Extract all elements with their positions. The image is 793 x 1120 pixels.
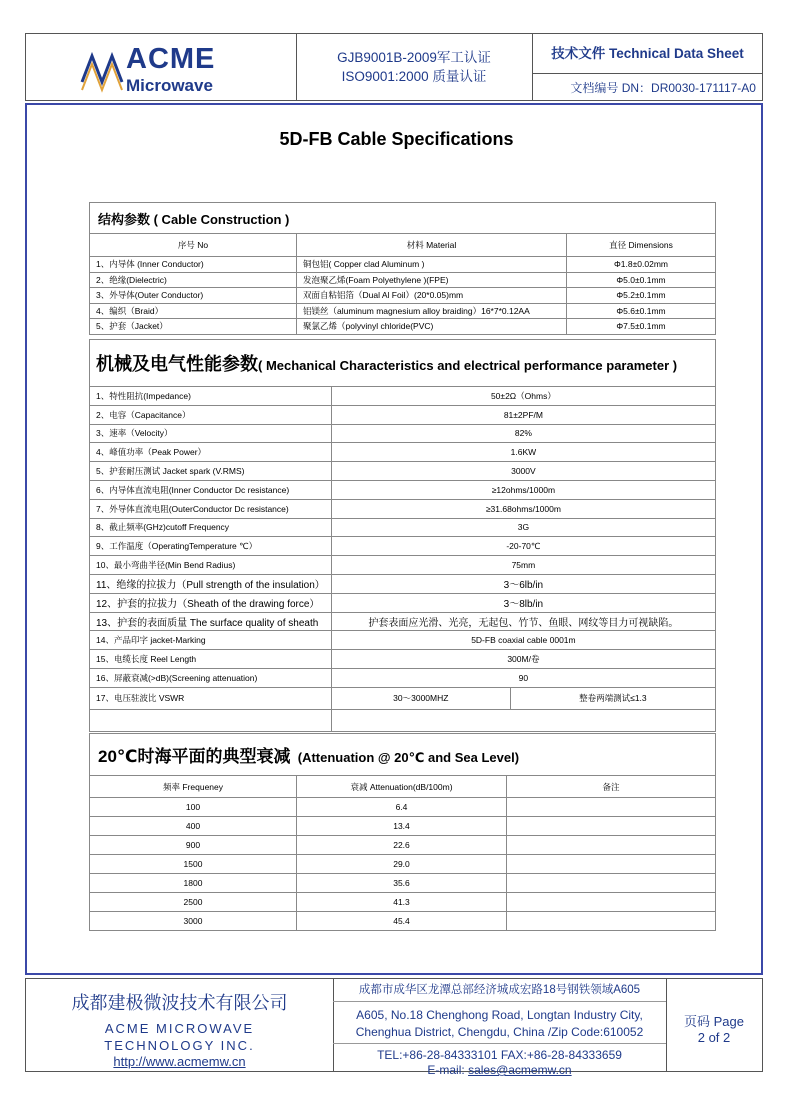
vswr-spacer-2 — [331, 709, 715, 731]
company-name-en-2: TECHNOLOGY INC. — [104, 1038, 255, 1053]
attenuation-row — [90, 817, 716, 836]
document-footer — [25, 978, 763, 1077]
construction-no: 2、绝缘(Dielectric) — [90, 272, 297, 288]
mechanical-label: 4、峰值功率（Peak Power） — [90, 443, 332, 462]
mechanical-label: 3、速率（Velocity） — [90, 424, 332, 443]
cert-iso: ISO9001:2000 质量认证 — [341, 69, 487, 84]
mechanical-row — [90, 556, 716, 575]
mechanical-row — [90, 668, 716, 687]
mechanical-label: 7、外导体直流电阻(OuterConductor Dc resistance) — [90, 499, 332, 518]
attenuation-heading-en: (Attenuation @ 20℃ and Sea Level) — [297, 750, 520, 765]
construction-dimension: Φ5.0±0.1mm — [567, 272, 716, 288]
construction-dimension: Φ1.8±0.02mm — [567, 257, 716, 273]
col-header-no: 序号 No — [90, 234, 297, 257]
address-cell — [333, 979, 667, 1077]
mechanical-row — [90, 518, 716, 537]
construction-no: 5、护套（Jacket） — [90, 319, 297, 335]
acme-logo-icon — [78, 42, 126, 94]
attenuation-frequency: 2500 — [90, 893, 297, 912]
mechanical-value: ≥31.68ohms/1000m — [331, 499, 715, 518]
mechanical-row — [90, 537, 716, 556]
mechanical-row — [90, 612, 716, 631]
attenuation-frequency: 100 — [90, 798, 297, 817]
page-cell — [666, 979, 762, 1071]
mechanical-row — [90, 593, 716, 612]
mechanical-label: 14、产品印字 jacket-Marking — [90, 631, 332, 650]
email-label: E-mail: — [427, 1063, 469, 1077]
construction-material: 聚氯乙烯（polyvinyl chloride(PVC) — [297, 319, 567, 335]
mechanical-heading-cn: 机械及电气性能参数 — [96, 354, 258, 374]
attenuation-row — [90, 836, 716, 855]
mechanical-label: 11、绝缘的拉拔力（Pull strength of the insulation） — [90, 574, 332, 593]
logo-cell — [26, 34, 297, 100]
construction-row — [90, 288, 716, 304]
cert-gjb: GJB9001B-2009军工认证 — [337, 50, 491, 65]
mechanical-label: 2、电容（Capacitance） — [90, 405, 332, 424]
construction-material: 双面自粘铝箔（Dual Al Foil）(20*0.05)mm — [297, 288, 567, 304]
mechanical-label: 5、护套耐压测试 Jacket spark (V.RMS) — [90, 462, 332, 481]
construction-no: 1、内导体 (Inner Conductor) — [90, 257, 297, 273]
mechanical-value: 300M/卷 — [331, 650, 715, 669]
attenuation-heading — [90, 734, 716, 776]
attenuation-frequency: 1500 — [90, 855, 297, 874]
mechanical-label: 9、工作温度（OperatingTemperature ℃） — [90, 537, 332, 556]
construction-table — [89, 202, 716, 335]
mechanical-value: 90 — [331, 668, 715, 687]
construction-row — [90, 303, 716, 319]
attenuation-row — [90, 798, 716, 817]
mechanical-label: 1、特性阻抗(Impedance) — [90, 387, 332, 406]
construction-row — [90, 257, 716, 273]
address-cn: 成都市成华区龙潭总部经济城成宏路18号钢铁领域A605 — [333, 979, 666, 1002]
attenuation-row — [90, 874, 716, 893]
construction-heading: 结构参数 ( Cable Construction ) — [90, 203, 716, 234]
attenuation-value: 41.3 — [297, 893, 507, 912]
col-header-attenuation: 衰减 Attenuation(dB/100m) — [297, 776, 507, 798]
col-header-dimensions: 直径 Dimensions — [567, 234, 716, 257]
attenuation-remark — [507, 893, 716, 912]
mechanical-value: 81±2PF/M — [331, 405, 715, 424]
attenuation-remark — [507, 817, 716, 836]
address-en-1: A605, No.18 Chenghong Road, Longtan Industry City, — [356, 1008, 643, 1022]
mechanical-row — [90, 387, 716, 406]
certification-cell — [296, 34, 533, 100]
attenuation-value: 22.6 — [297, 836, 507, 855]
col-header-remarks: 备注 — [507, 776, 716, 798]
col-header-material: 材料 Material — [297, 234, 567, 257]
mechanical-row — [90, 405, 716, 424]
mechanical-value: 3～6lb/in — [331, 574, 715, 593]
mechanical-row — [90, 650, 716, 669]
mechanical-row — [90, 631, 716, 650]
mechanical-heading-en: ( Mechanical Characteristics and electrical performance parameter ) — [258, 358, 678, 373]
logo-microwave-text: Microwave — [126, 76, 213, 95]
attenuation-remark — [507, 874, 716, 893]
mechanical-label: 10、最小弯曲半径(Min Bend Radius) — [90, 556, 332, 575]
attenuation-remark — [507, 798, 716, 817]
attenuation-table — [89, 733, 716, 931]
mechanical-value: 75mm — [331, 556, 715, 575]
attenuation-heading-cn: 20℃时海平面的典型衰减 — [98, 747, 291, 766]
mechanical-value: 1.6KW — [331, 443, 715, 462]
mechanical-label: 13、护套的表面质量 The surface quality of sheath — [90, 612, 332, 631]
mechanical-row — [90, 480, 716, 499]
vswr-spacer — [90, 709, 332, 731]
construction-no: 4、编织（Braid） — [90, 303, 297, 319]
attenuation-value: 29.0 — [297, 855, 507, 874]
tel-fax: TEL:+86-28-84333101 FAX:+86-28-84333659 — [377, 1048, 622, 1062]
construction-dimension: Φ7.5±0.1mm — [567, 319, 716, 335]
mechanical-value: 5D-FB coaxial cable 0001m — [331, 631, 715, 650]
document-header — [25, 33, 763, 101]
construction-dimension: Φ5.2±0.1mm — [567, 288, 716, 304]
page-title: 5D-FB Cable Specifications — [279, 129, 514, 149]
attenuation-row — [90, 893, 716, 912]
attenuation-frequency: 1800 — [90, 874, 297, 893]
attenuation-frequency: 3000 — [90, 912, 297, 931]
construction-no: 3、外导体(Outer Conductor) — [90, 288, 297, 304]
attenuation-row — [90, 912, 716, 931]
attenuation-frequency: 900 — [90, 836, 297, 855]
attenuation-remark — [507, 855, 716, 874]
attenuation-value: 45.4 — [297, 912, 507, 931]
attenuation-row — [90, 855, 716, 874]
doc-info-cell — [533, 34, 762, 100]
doc-type: 技术文件 Technical Data Sheet — [533, 34, 762, 74]
attenuation-value: 35.6 — [297, 874, 507, 893]
attenuation-value: 13.4 — [297, 817, 507, 836]
vswr-label: 17、电压驻波比 VSWR — [90, 687, 332, 709]
address-en-2: Chenghua District, Chengdu, China /Zip Code:610052 — [333, 1025, 666, 1044]
mechanical-value: ≥12ohms/1000m — [331, 480, 715, 499]
construction-dimension: Φ5.6±0.1mm — [567, 303, 716, 319]
construction-material: 铝镁丝（aluminum magnesium alloy braiding）16*7*0.12AA — [297, 303, 567, 319]
page-label: 页码 Page — [684, 1014, 744, 1029]
mechanical-row — [90, 424, 716, 443]
vswr-range: 30～3000MHZ — [331, 687, 510, 709]
mechanical-label: 12、护套的拉拔力（Sheath of the drawing force） — [90, 593, 332, 612]
mechanical-row — [90, 499, 716, 518]
vswr-value: 整卷两端测试≤1.3 — [510, 687, 715, 709]
mechanical-row — [90, 443, 716, 462]
mechanical-row — [90, 574, 716, 593]
mechanical-row — [90, 462, 716, 481]
mechanical-label: 8、截止频率(GHz)cutoff Frequency — [90, 518, 332, 537]
attenuation-remark — [507, 912, 716, 931]
mechanical-value: 3～8lb/in — [331, 593, 715, 612]
email-link[interactable]: sales@acmemw.cn — [468, 1063, 572, 1077]
construction-row — [90, 319, 716, 335]
col-header-frequency: 频率 Frequeney — [90, 776, 297, 798]
construction-material: 铜包铝( Copper clad Aluminum ) — [297, 257, 567, 273]
mechanical-value: 82% — [331, 424, 715, 443]
company-name-cn: 成都建极微波技术有限公司 — [71, 993, 288, 1013]
mechanical-value: -20-70℃ — [331, 537, 715, 556]
mechanical-label: 16、屏蔽衰减(>dB)(Screening attenuation) — [90, 668, 332, 687]
construction-material: 发泡聚乙烯(Foam Polyethylene )(FPE) — [297, 272, 567, 288]
mechanical-value: 50±2Ω（Ohms） — [331, 387, 715, 406]
company-cell — [26, 979, 334, 1071]
attenuation-remark — [507, 836, 716, 855]
doc-number: 文档编号 DN：DR0030-171117-A0 — [570, 81, 756, 95]
mechanical-value: 3G — [331, 518, 715, 537]
mechanical-value: 3000V — [331, 462, 715, 481]
construction-row — [90, 272, 716, 288]
company-name-en-1: ACME MICROWAVE — [104, 1021, 255, 1036]
attenuation-value: 6.4 — [297, 798, 507, 817]
website-link[interactable]: http://www.acmemw.cn — [113, 1054, 246, 1069]
mechanical-value: 护套表面应光滑、光亮，无起包、竹节、鱼眼、网纹等目力可视缺陷。 — [331, 612, 715, 631]
mechanical-label: 6、内导体直流电阻(Inner Conductor Dc resistance) — [90, 480, 332, 499]
page-number: 2 of 2 — [697, 1030, 731, 1045]
attenuation-frequency: 400 — [90, 817, 297, 836]
email-line — [333, 1063, 666, 1077]
mechanical-heading — [90, 340, 716, 387]
logo-acme-text: ACME — [126, 43, 216, 75]
mechanical-label: 15、电缆长度 Reel Length — [90, 650, 332, 669]
mechanical-table — [89, 339, 716, 732]
